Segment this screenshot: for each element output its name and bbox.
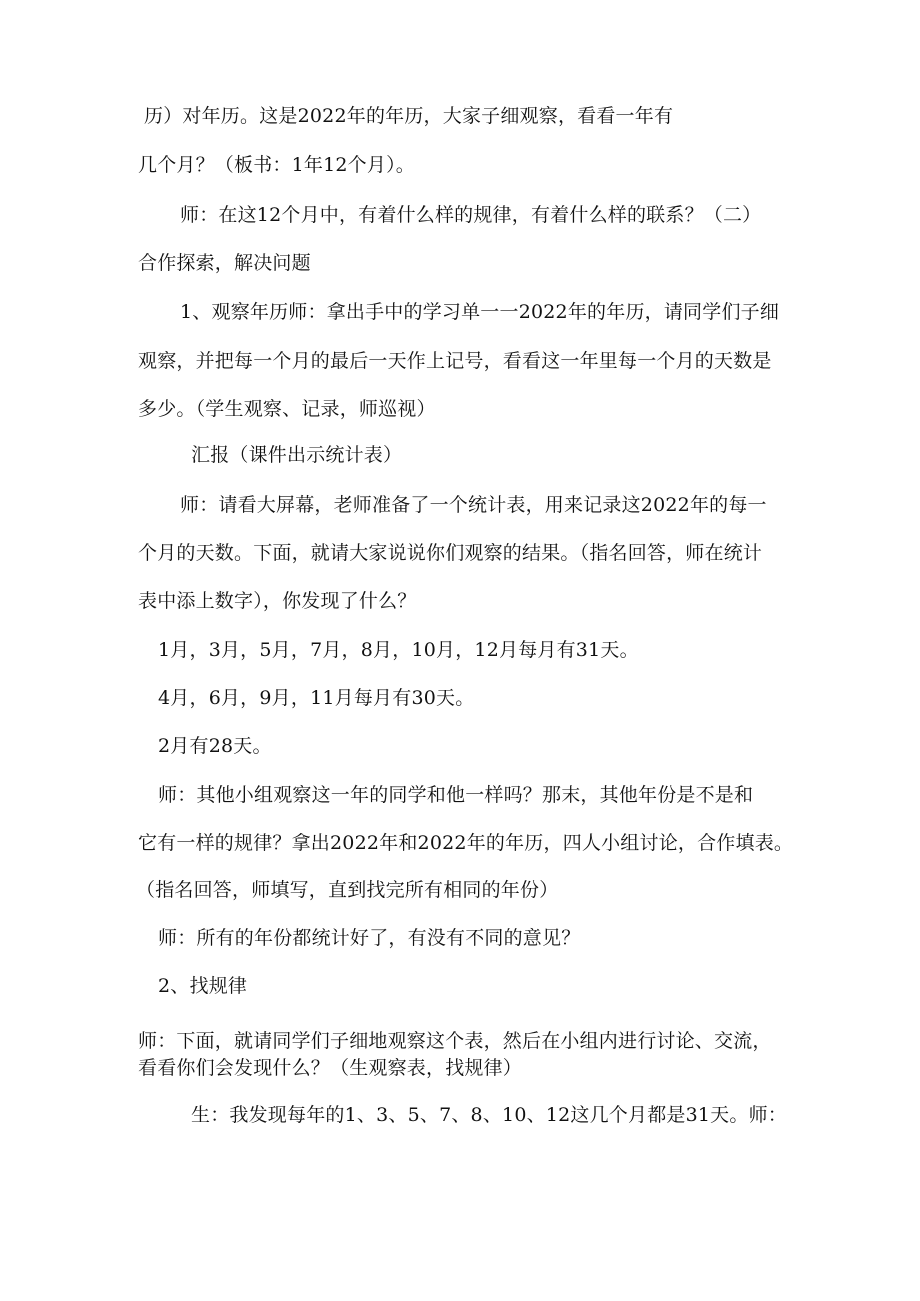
text-line-13: 4月，6月，9月，11月每月有30天。: [158, 687, 475, 709]
text-line-22: 生：我发现每年的1、3、5、7、8、10、12这几个月都是31天。师：: [191, 1104, 787, 1126]
text-line-6: 观察，并把每一个月的最后一天作上记号，看看这一年里每一个月的天数是: [138, 350, 772, 372]
text-line-18: 师：所有的年份都统计好了，有没有不同的意见？: [158, 927, 581, 949]
text-line-2: 几个月？（板书：1年12个月）。: [138, 154, 415, 176]
text-line-5: 1、观察年历师：拿出手中的学习单一一2022年的年历，请同学们子细: [180, 301, 780, 323]
text-line-8: 汇报（课件出示统计表）: [191, 444, 403, 466]
text-line-10: 个月的天数。下面，就请大家说说你们观察的结果。（指名回答，师在统计: [138, 542, 763, 564]
text-line-19: 2、找规律: [158, 975, 248, 997]
text-line-20: 师：下面，就请同学们子细地观察这个表，然后在小组内进行讨论、交流，: [138, 1030, 772, 1052]
text-line-3: 师：在这12个月中，有着什么样的规律，有着什么样的联系？（二）: [180, 204, 762, 226]
text-line-4: 合作探索，解决问题: [138, 252, 311, 274]
text-line-16: 它有一样的规律？拿出2022年和2022年的年历，四人小组讨论，合作填表。: [138, 832, 794, 854]
text-line-14: 2月有28天。: [158, 735, 272, 757]
text-line-12: 1月，3月，5月，7月，8月，10月，12月每月有31天。: [158, 639, 639, 661]
text-line-9: 师：请看大屏幕，老师准备了一个统计表，用来记录这2022年的每一: [180, 494, 767, 516]
text-line-15: 师：其他小组观察这一年的同学和他一样吗？那末，其他年份是不是和: [158, 784, 754, 806]
text-line-11: 表中添上数字），你发现了什么？: [138, 590, 417, 612]
text-line-7: 多少。（学生观察、记录，师巡视）: [138, 398, 436, 420]
text-line-17: （指名回答，师填写，直到找完所有相同的年份）: [136, 879, 559, 901]
text-line-1: 历）对年历。这是2022年的年历，大家子细观察，看看一年有: [144, 105, 674, 127]
text-line-21: 看看你们会发现什么？（生观察表，找规律）: [138, 1057, 523, 1079]
